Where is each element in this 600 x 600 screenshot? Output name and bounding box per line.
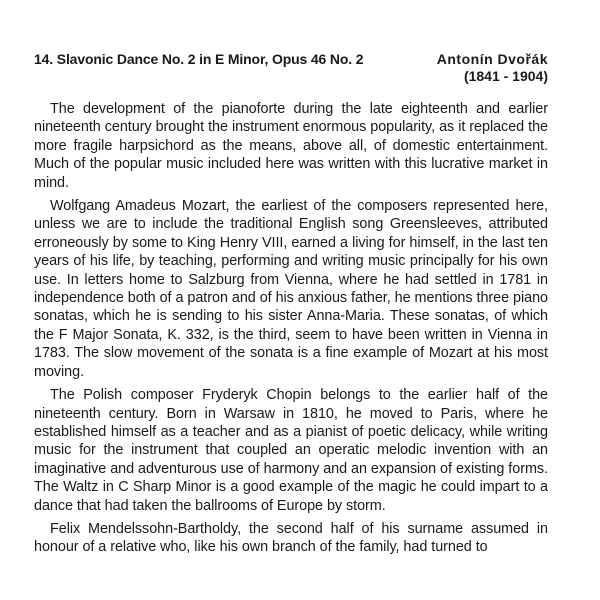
composer-dates: (1841 - 1904) (463, 68, 548, 84)
body-text (34, 100, 548, 557)
composer-block (437, 51, 548, 85)
paragraph-mozart: Wolfgang Amadeus Mozart, the earliest of the composers represented here, unless we are to include the traditional English song Greensleeves, attributed erroneously by some to King Henry VIII, earned a living for himself, in the last ten years of his life, by teaching, performing and writing music principally for his own use. In letters home to Salzburg from Vienna, where he had settled in 1781 in independence both of a patron and of his anxious father, he mentions three piano sonatas, which he is sending to his sister Anna-Maria. These sonatas, of which the F Major Sonata, K. 332, is the third, seem to have been written in Vienna in 1783. The slow movement of the sonata is a fine example of Mozart at his most moving. (34, 198, 548, 380)
composer-name: Antonín Dvořák (436, 51, 548, 67)
paragraph-chopin: The Polish composer Fryderyk Chopin belongs to the earlier half of the nineteenth century. Born in Warsaw in 1810, he moved to Paris, where he established himself as a teacher and as a pianist of poetic delicacy, while writing music for the instrument that coupled an operatic melodic invention with an imaginative and adventurous use of harmony and an expansion of existing forms. The Waltz in C Sharp Minor is a good example of the magic he could impart to a dance that had taken the ballrooms of Europe by storm. (34, 387, 548, 514)
paragraph-pianoforte: The development of the pianoforte during the late eighteenth and earlier nineteenth century brought the instrument enormous popularity, as it replaced the more fragile harpsichord as the means, above all, of domestic entertainment. Much of the popular music included here was written with this lucrative market in mind. (34, 101, 548, 191)
piece-title: 14. Slavonic Dance No. 2 in E Minor, Opus 46 No. 2 (34, 51, 364, 67)
track-header (34, 51, 548, 87)
paragraph-mendelssohn: Felix Mendelssohn-Bartholdy, the second half of his surname assumed in honour of a relative who, like his own branch of the family, had turned to (34, 520, 548, 556)
